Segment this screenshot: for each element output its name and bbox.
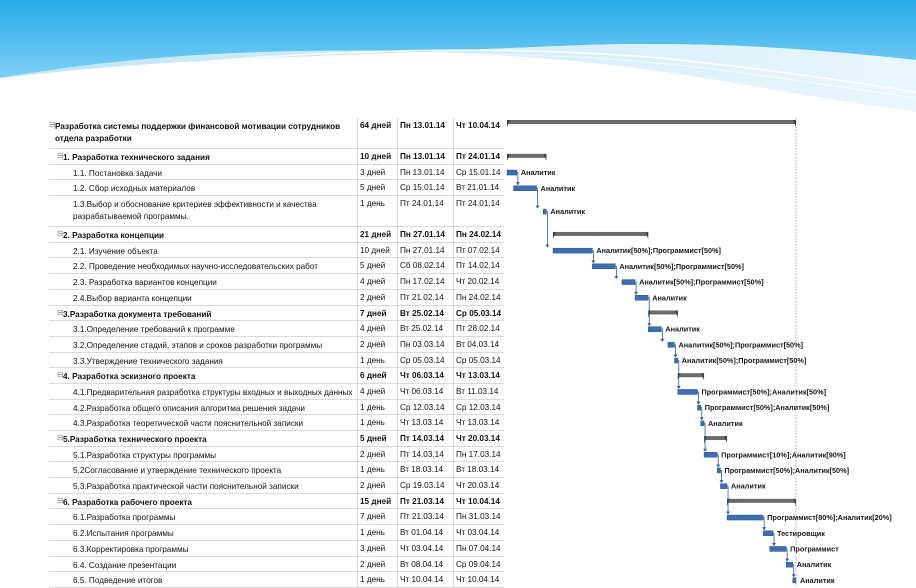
summary-row[interactable] — [49, 149, 504, 165]
task-finish: Чт 10.04.14 — [456, 121, 500, 130]
task-row[interactable] — [49, 525, 504, 541]
collapse-toggle-icon[interactable]: ⊟ — [57, 370, 64, 380]
task-name: 2. Разработка концепции — [49, 227, 358, 242]
task-duration: 64 дней — [358, 118, 398, 148]
task-finish: Чт 20.03.14 — [456, 481, 500, 491]
task-duration: 5 дней — [358, 180, 398, 195]
resource-label: Аналитик — [796, 560, 832, 570]
task-name: 1.3.Выбор и обоснование критериев эффективности и качества разрабатываемой программы. — [49, 196, 358, 226]
task-finish: Чт 13.03.14 — [456, 418, 500, 428]
task-duration: 1 день — [358, 525, 398, 540]
task-table — [49, 118, 504, 588]
task-finish: Вт 11.03.14 — [456, 386, 499, 396]
resource-label: Аналитик — [800, 575, 835, 585]
task-finish: Ср 09.04.14 — [456, 559, 501, 569]
resource-label: Аналитик[50%];Программист[50%] — [596, 246, 721, 256]
task-row[interactable] — [49, 447, 504, 463]
task-finish: Пн 24.02.14 — [456, 230, 501, 240]
task-finish: Пн 24.02.14 — [456, 292, 501, 302]
task-duration: 10 дней — [358, 243, 398, 258]
task-name: 1.1. Постановка задачи — [49, 165, 358, 180]
task-name: 4.1.Предварительная разработка структуры входных и выходных данных — [49, 384, 358, 399]
summary-row[interactable] — [49, 227, 504, 243]
task-name: 3.3.Утверждение технического задания — [49, 353, 358, 368]
task-finish: Пт 28.02.14 — [456, 324, 500, 334]
task-duration: 1 день — [358, 400, 398, 415]
task-row[interactable] — [49, 541, 504, 557]
task-start: Вт 01.04.14 — [398, 525, 454, 540]
task-finish: Пт 24.01.14 — [456, 199, 500, 209]
task-name: 3.2.Определение стадий, этапов и сроков разработки программы — [49, 337, 358, 352]
task-name: 4.2.Разработка общего описания алгоритма решения задачи — [49, 400, 358, 415]
task-start: Ср 05.03.14 — [398, 353, 454, 368]
summary-row[interactable] — [49, 306, 504, 322]
resource-label: Аналитик — [520, 168, 556, 178]
resource-label: Аналитик[50%];Программист[50%] — [619, 261, 744, 271]
task-start: Пн 13.01.14 — [398, 118, 454, 148]
task-finish: Вт 18.03.14 — [456, 465, 500, 475]
task-row[interactable] — [49, 321, 504, 337]
task-duration: 1 день — [358, 462, 398, 477]
task-row[interactable] — [49, 353, 504, 369]
task-name: 1. Разработка технического задания — [49, 149, 358, 164]
task-start: Ср 15.01.14 — [398, 180, 454, 195]
task-name: 6.4. Создание презентации — [49, 557, 358, 572]
task-finish: Пт 14.02.14 — [456, 261, 500, 271]
task-row[interactable] — [49, 509, 504, 525]
task-row[interactable] — [49, 165, 504, 181]
task-row[interactable] — [49, 337, 504, 353]
task-finish: Пн 07.04.14 — [456, 543, 501, 553]
task-duration: 10 дней — [358, 149, 398, 164]
collapse-toggle-icon[interactable]: ⊟ — [57, 151, 64, 160]
task-name: 5.1.Разработка структуры программы — [49, 447, 358, 462]
task-start: Чт 06.03.14 — [398, 384, 454, 399]
resource-label: Программист[50%];Аналитик[50%] — [704, 403, 830, 413]
task-row[interactable] — [49, 572, 504, 588]
task-name: 2.3. Разработка вариантов концепции — [49, 274, 358, 289]
task-row[interactable] — [49, 258, 504, 274]
task-start: Пт 14.03.14 — [398, 447, 454, 462]
task-start: Ср 12.03.14 — [398, 400, 454, 415]
task-start: Пн 03.03.14 — [398, 337, 454, 352]
task-name: 5.2Согласование и утверждение технического проекта — [49, 462, 358, 477]
task-name: 5.3.Разработка практической части пояснительной записки — [49, 478, 358, 493]
task-start: Пн 27.01.14 — [398, 243, 454, 258]
task-start: Пт 24.01.14 — [398, 196, 454, 226]
resource-label: Аналитик — [652, 293, 687, 303]
task-start: Чт 03.04.14 — [398, 541, 454, 556]
task-duration: 21 дней — [358, 227, 398, 242]
task-finish: Пн 17.03.14 — [456, 449, 501, 459]
task-start: Вт 25.02.14 — [398, 306, 454, 321]
task-name: 6. Разработка рабочего проекта — [49, 494, 358, 509]
task-finish: Чт 10.04.14 — [456, 575, 500, 585]
resource-label: Аналитик[50%];Программист[50%] — [639, 277, 764, 287]
task-name: 2.4.Выбор варианта концепции — [49, 290, 358, 305]
task-finish: Чт 13.03.14 — [456, 371, 500, 381]
task-duration: 1 день — [358, 572, 398, 587]
task-duration: 4 дней — [358, 274, 398, 289]
summary-row[interactable] — [49, 118, 504, 149]
resource-label: Программист — [790, 544, 839, 554]
task-name: 6.5. Подведение итогов — [49, 572, 358, 587]
task-start: Чт 13.03.14 — [398, 415, 454, 430]
collapse-toggle-icon[interactable]: ⊟ — [57, 496, 64, 505]
task-start: Чт 10.04.14 — [398, 572, 454, 587]
task-duration: 1 день — [358, 353, 398, 368]
task-finish: Ср 15.01.14 — [456, 167, 501, 177]
task-start: Пн 27.01.14 — [398, 227, 454, 242]
task-finish: Чт 20.03.14 — [456, 434, 500, 443]
task-duration: 7 дней — [358, 306, 398, 321]
resource-label: Аналитик[50%];Программист[50%] — [681, 356, 807, 366]
task-finish: Вт 21.01.14 — [456, 183, 500, 193]
task-duration: 7 дней — [358, 509, 398, 524]
task-duration: 4 дней — [358, 384, 398, 399]
task-name: 4.3.Разработка теоретической части пояснительной записки — [49, 415, 358, 430]
task-finish: Ср 05.03.14 — [456, 355, 501, 365]
task-finish: Вт 04.03.14 — [456, 339, 500, 349]
task-name: 2.1. Изучение объекта — [49, 243, 358, 258]
collapse-toggle-icon[interactable]: ⊟ — [57, 307, 64, 317]
resource-label: Аналитик — [665, 324, 700, 334]
task-row[interactable] — [49, 415, 504, 431]
summary-row[interactable] — [49, 431, 504, 447]
task-name: 1.2. Сбор исходных материалов — [49, 180, 358, 195]
task-finish: Чт 20.02.14 — [456, 277, 500, 287]
task-duration: 2 дней — [358, 478, 398, 493]
task-start: Ср 19.03.14 — [398, 478, 454, 493]
task-row[interactable] — [49, 478, 504, 494]
task-duration: 5 дней — [358, 258, 398, 273]
task-name: 3.Разработка документа требований — [49, 306, 358, 321]
resource-label: Программист[80%];Аналитик[20%] — [767, 513, 892, 523]
task-row[interactable] — [49, 400, 504, 416]
resource-label: Тестировщик — [777, 528, 825, 538]
task-name: 2.2. Проведение необходимых научно-исследовательских работ — [49, 258, 358, 273]
task-start: Пн 13.01.14 — [398, 165, 454, 180]
task-finish: Чт 03.04.14 — [456, 528, 500, 538]
task-duration: 3 дней — [358, 165, 398, 180]
task-start: Пт 21.03.14 — [398, 494, 454, 509]
resource-label: Аналитик — [708, 418, 743, 428]
task-duration: 1 день — [358, 196, 398, 226]
resource-label: Программист[50%];Аналитик[50%] — [724, 465, 850, 475]
task-finish: Пт 24.01.14 — [456, 152, 501, 161]
task-finish: Ср 12.03.14 — [456, 402, 501, 412]
resource-label: Аналитик[50%];Программист[50%] — [678, 340, 804, 350]
task-start: Пт 21.02.14 — [398, 290, 454, 305]
task-start: Пт 21.03.14 — [398, 509, 454, 524]
task-duration: 2 дней — [358, 557, 398, 572]
task-duration: 2 дней — [358, 447, 398, 462]
task-row[interactable] — [49, 243, 504, 259]
task-start: Пт 14.03.14 — [398, 431, 454, 446]
task-start: Вт 18.03.14 — [398, 462, 454, 477]
task-duration: 3 дней — [358, 541, 398, 556]
task-duration: 2 дней — [358, 290, 398, 305]
summary-row[interactable] — [49, 368, 504, 384]
task-name: Разработка системы поддержки финансовой мотивации сотрудников отдела разработки — [49, 118, 358, 148]
resource-label: Аналитик — [550, 207, 585, 217]
task-row[interactable] — [49, 462, 504, 478]
task-duration: 1 день — [358, 415, 398, 430]
task-row[interactable] — [49, 274, 504, 290]
task-row[interactable] — [49, 557, 504, 573]
resource-label: Программист[10%];Аналитик[90%] — [721, 450, 846, 460]
task-name: 6.3.Корректировка программы — [49, 541, 358, 556]
task-row[interactable] — [49, 384, 504, 400]
task-finish: Чт 10.04.14 — [456, 496, 500, 506]
task-start: Пн 17.02.14 — [398, 274, 454, 289]
task-start: Вт 08.04.14 — [398, 557, 454, 572]
task-duration: 15 дней — [358, 494, 398, 509]
task-row[interactable] — [49, 180, 504, 196]
task-name: 6.2.Испытания программы — [49, 525, 358, 540]
task-duration: 5 дней — [358, 431, 398, 446]
task-start: Чт 06.03.14 — [398, 368, 454, 383]
task-finish: Пт 07.02.14 — [456, 245, 500, 255]
task-duration: 4 дней — [358, 321, 398, 336]
task-finish: Пн 31.03.14 — [456, 512, 501, 522]
task-row[interactable] — [49, 290, 504, 306]
summary-row[interactable] — [49, 494, 504, 510]
resource-label: Аналитик — [731, 481, 766, 491]
task-start: Пн 13.01.14 — [398, 149, 454, 164]
collapse-toggle-icon[interactable]: ⊟ — [49, 120, 56, 129]
resource-label: Аналитик — [540, 183, 576, 193]
task-duration: 2 дней — [358, 337, 398, 352]
task-row[interactable] — [49, 196, 504, 227]
task-finish: Ср 05.03.14 — [456, 308, 502, 318]
task-start: Вт 25.02.14 — [398, 321, 454, 336]
task-name: 4. Разработка эскизного проекта — [49, 368, 358, 383]
task-duration: 6 дней — [358, 368, 398, 383]
task-name: 6.1.Разработка программы — [49, 509, 358, 524]
collapse-toggle-icon[interactable]: ⊟ — [57, 433, 64, 443]
task-name: 3.1.Определение требований к программе — [49, 321, 358, 336]
collapse-toggle-icon[interactable]: ⊟ — [57, 229, 64, 239]
task-start: Сб 08.02.14 — [398, 258, 454, 273]
task-name: 5.Разработка технического проекта — [49, 431, 358, 446]
resource-label: Программист[50%];Аналитик[50%] — [701, 387, 827, 397]
